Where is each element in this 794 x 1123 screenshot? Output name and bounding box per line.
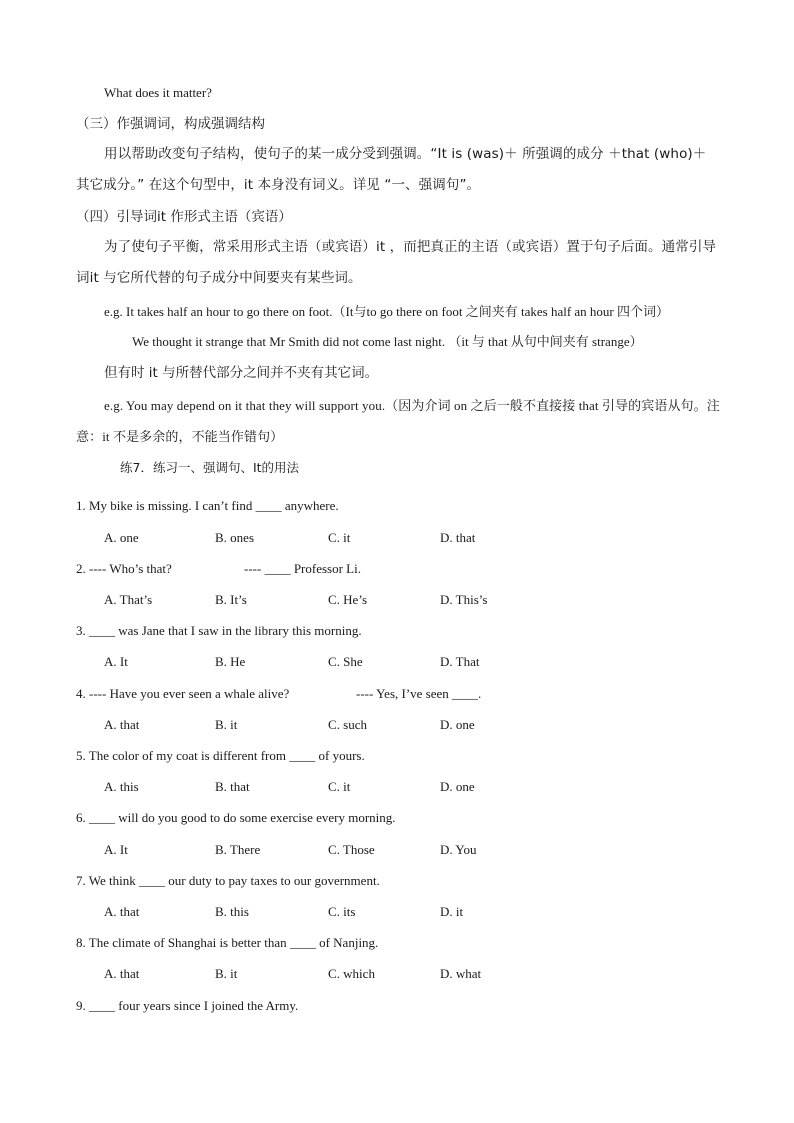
option-d: D. You (440, 842, 477, 857)
option-d: D. one (440, 779, 475, 794)
question-stem: 8. The climate of Shanghai is better than ____ of Nanjing. (76, 935, 379, 950)
paragraph-note: 但有时 it 与所替代部分之间并不夹有其它词。 (104, 365, 379, 381)
option-b: B. It’s (215, 592, 247, 607)
option-b: B. this (215, 904, 249, 919)
option-c: C. it (328, 530, 351, 545)
option-c: C. He’s (328, 592, 367, 607)
option-a: A. one (104, 530, 139, 545)
option-c: C. Those (328, 842, 375, 857)
option-c: C. its (328, 904, 356, 919)
option-c: C. it (328, 779, 351, 794)
paragraph-formal-subject: 为了使句子平衡，常采用形式主语（或宾语）it ，而把真正的主语（或宾语）置于句子后面。通常引导词it 与它所代替的句子成分中间要夹有某些词。 (76, 239, 717, 286)
option-d: D. That (440, 654, 480, 669)
option-a: A. this (104, 779, 139, 794)
option-d: D. This’s (440, 592, 488, 607)
paragraph-emphasis: 用以帮助改变句子结构，使句子的某一成分受到强调。“It is (was)＋ 所强调的成分 ＋that (who)＋ 其它成分。” 在这个句型中，it 本身没有词义。详见 “一、强调句”。 (76, 146, 707, 193)
option-b: B. ones (215, 530, 254, 545)
option-a: A. that (104, 966, 140, 981)
option-b: B. that (215, 779, 250, 794)
option-d: D. one (440, 717, 475, 732)
example-2: We thought it strange that Mr Smith did not come last night. （it 与 that 从句中间夹有 strange） (132, 334, 643, 349)
question-stem: 7. We think ____ our duty to pay taxes to our government. (76, 873, 380, 888)
question-response: ---- Yes, I’ve seen ____. (356, 686, 482, 701)
option-c: C. She (328, 654, 363, 669)
section-heading-4: （四）引导词it 作形式主语（宾语） (76, 209, 292, 225)
section-heading-3: （三）作强调词，构成强调结构 (76, 116, 265, 132)
practice-title: 练7．练习一、强调句、It的用法 (120, 460, 300, 475)
question-stem: 4. ---- Have you ever seen a whale alive? (76, 686, 290, 701)
option-d: D. it (440, 904, 464, 919)
question-stem: 1. My bike is missing. I can’t find ____ anywhere. (76, 498, 339, 513)
question-stem: 6. ____ will do you good to do some exercise every morning. (76, 810, 396, 825)
question-stem: 3. ____ was Jane that I saw in the library this morning. (76, 623, 362, 638)
option-a: A. that (104, 717, 140, 732)
question-stem: 9. ____ four years since I joined the Army. (76, 998, 299, 1013)
option-a: A. It (104, 654, 128, 669)
option-c: C. such (328, 717, 367, 732)
option-b: B. it (215, 717, 238, 732)
option-d: D. what (440, 966, 482, 981)
example-1: e.g. It takes half an hour to go there on foot.（It与to go there on foot 之间夹有 takes half an hour 四个词） (104, 304, 670, 319)
option-c: C. which (328, 966, 375, 981)
option-d: D. that (440, 530, 476, 545)
question-response: ---- ____ Professor Li. (244, 561, 361, 576)
option-a: A. That’s (104, 592, 153, 607)
option-b: B. He (215, 654, 246, 669)
option-a: A. It (104, 842, 128, 857)
question-stem: 5. The color of my coat is different from ____ of yours. (76, 748, 365, 763)
option-b: B. it (215, 966, 238, 981)
question-stem: 2. ---- Who’s that? (76, 561, 172, 576)
example-3: e.g. You may depend on it that they will support you.（因为介词 on 之后一般不直接接 that 引导的宾语从句。注意：it 不是多余的，不能当作错句） (76, 398, 720, 444)
option-a: A. that (104, 904, 140, 919)
intro-line: What does it matter? (104, 85, 212, 100)
option-b: B. There (215, 842, 261, 857)
